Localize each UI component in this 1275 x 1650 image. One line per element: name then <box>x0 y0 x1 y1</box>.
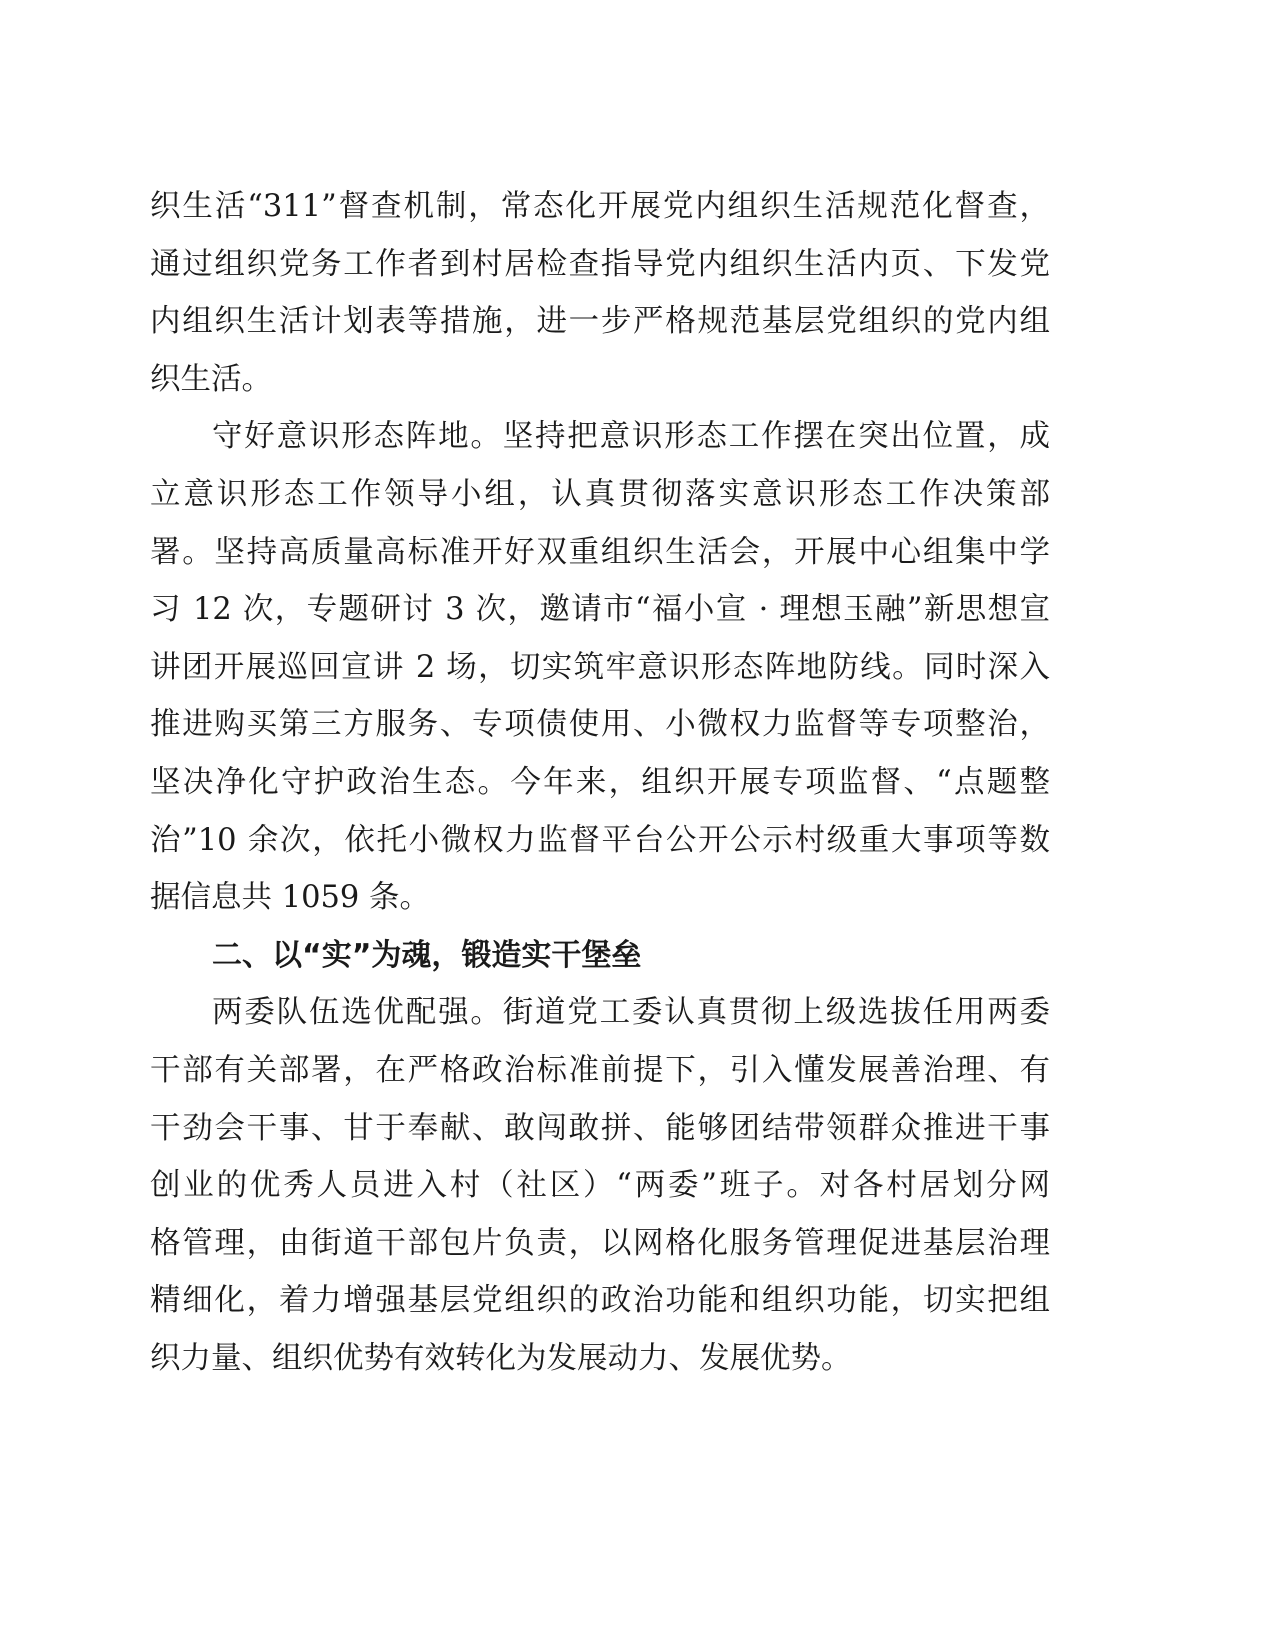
text-line: 据信息共 1059 条。 <box>150 880 431 916</box>
text-line: 通过组织党务工作者到村居检查指导党内组织生活内页、下发党 <box>150 246 1050 282</box>
text-line: 讲团开展巡回宣讲 2 场，切实筑牢意识形态阵地防线。同时深入 <box>150 649 1050 685</box>
text-line: 两委队伍选优配强。街道党工委认真贯彻上级选拔任用两委 <box>212 995 1050 1031</box>
text-line: 干部有关部署，在严格政治标准前提下，引入懂发展善治理、有 <box>150 1052 1050 1088</box>
text-line: 署。坚持高质量高标准开好双重组织生活会，开展中心组集中学 <box>150 534 1050 570</box>
document-body <box>150 178 1050 1387</box>
text-line: 坚决净化守护政治生态。今年来，组织开展专项监督、“点题整 <box>150 764 1050 800</box>
paragraph-organization-life <box>150 178 1050 408</box>
section-heading: 二、以“实”为魂，锻造实干堡垒 <box>212 937 642 973</box>
text-line: 干劲会干事、甘于奉献、敢闯敢拼、能够团结带领群众推进干事 <box>150 1110 1050 1146</box>
paragraph-two-committees <box>150 984 1050 1387</box>
text-line: 推进购买第三方服务、专项债使用、小微权力监督等专项整治， <box>150 707 1050 743</box>
text-line: 习 12 次，专题研讨 3 次，邀请市“福小宣 · 理想玉融”新思想宣 <box>150 592 1050 628</box>
text-line: 守好意识形态阵地。坚持把意识形态工作摆在突出位置，成 <box>212 419 1050 455</box>
text-line: 格管理，由街道干部包片负责，以网格化服务管理促进基层治理 <box>150 1225 1050 1261</box>
text-line: 织力量、组织优势有效转化为发展动力、发展优势。 <box>150 1340 852 1376</box>
text-line: 立意识形态工作领导小组，认真贯彻落实意识形态工作决策部 <box>150 476 1050 512</box>
text-line: 织生活“311”督查机制，常态化开展党内组织生活规范化督查， <box>150 189 1050 224</box>
text-line: 精细化，着力增强基层党组织的政治功能和组织功能，切实把组 <box>150 1283 1050 1319</box>
text-line: 织生活。 <box>150 361 272 397</box>
text-line: 创业的优秀人员进入村（社区）“两委”班子。对各村居划分网 <box>150 1168 1050 1204</box>
text-line: 治”10 余次，依托小微权力监督平台公开公示村级重大事项等数 <box>150 822 1050 858</box>
paragraph-ideology-position <box>150 408 1050 926</box>
text-line: 内组织生活计划表等措施，进一步严格规范基层党组织的党内组 <box>150 304 1050 340</box>
